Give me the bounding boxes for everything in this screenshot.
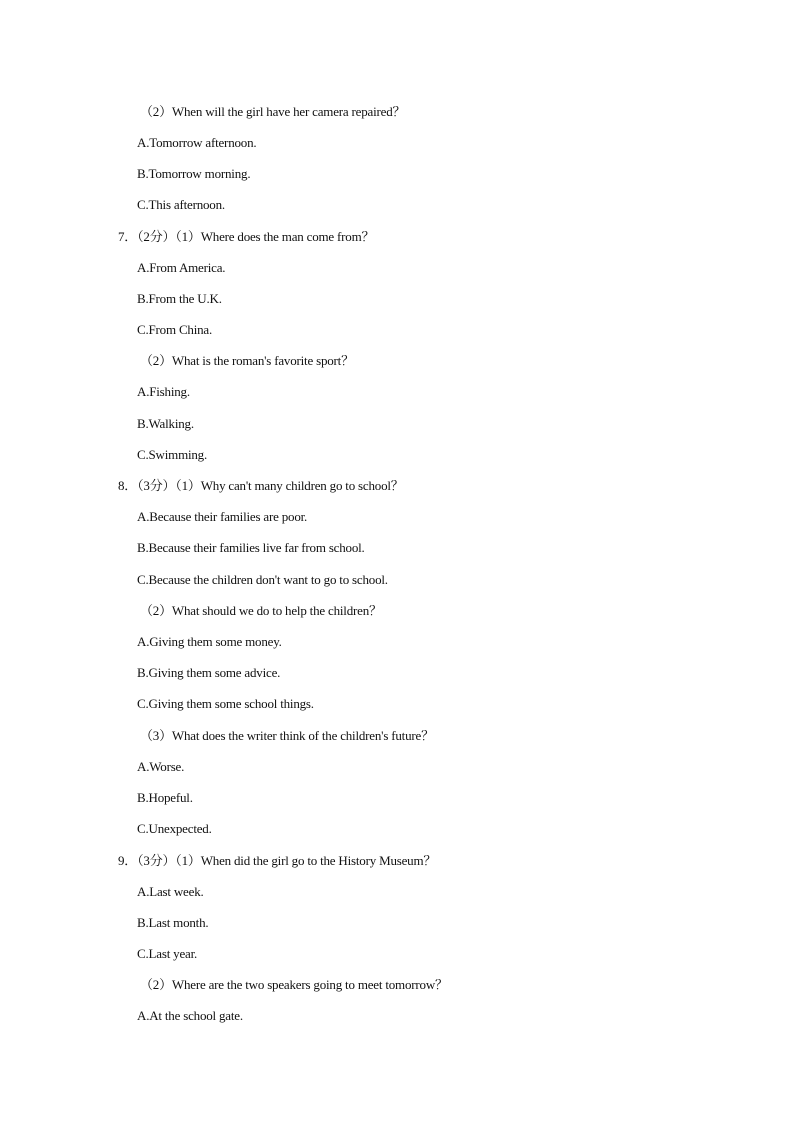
q8-sub3-question: （3）What does the writer think of the children's future？ — [140, 728, 434, 743]
q7-sub2-question: （2）What is the roman's favorite sport？ — [140, 353, 354, 368]
q9-sub1-question: 9．（3分）（1）When did the girl go to the History Museum？ — [118, 853, 437, 868]
q7-sub1-option-b: B.From the U.K. — [137, 291, 222, 306]
q9-sub2-option-a: A.At the school gate. — [137, 1008, 243, 1023]
q8-sub3-option-a: A.Worse. — [137, 759, 185, 774]
q7-sub2-option-a: A.Fishing. — [137, 384, 190, 399]
q7-sub1-question: 7．（2分）（1）Where does the man come from？ — [118, 229, 375, 244]
q8-sub1-option-c: C.Because the children don't want to go to school. — [137, 572, 388, 587]
q6-sub2-option-b: B.Tomorrow morning. — [137, 166, 251, 181]
q6-sub2-option-c: C.This afternoon. — [137, 197, 225, 212]
q9-sub1-option-a: A.Last week. — [137, 884, 204, 899]
q8-sub2-option-a: A.Giving them some money. — [137, 634, 282, 649]
q8-sub2-option-b: B.Giving them some advice. — [137, 665, 281, 680]
q7-sub1-option-c: C.From China. — [137, 322, 213, 337]
q8-sub1-option-a: A.Because their families are poor. — [137, 509, 308, 524]
q7-sub1-option-a: A.From America. — [137, 260, 226, 275]
q9-sub2-question: （2）Where are the two speakers going to meet tomorrow？ — [140, 977, 448, 992]
q7-sub2-option-b: B.Walking. — [137, 416, 194, 431]
q6-sub2-option-a: A.Tomorrow afternoon. — [137, 135, 257, 150]
q8-sub2-option-c: C.Giving them some school things. — [137, 696, 314, 711]
q9-sub1-option-b: B.Last month. — [137, 915, 209, 930]
q9-sub1-option-c: C.Last year. — [137, 946, 198, 961]
q8-sub1-option-b: B.Because their families live far from school. — [137, 540, 365, 555]
q8-sub2-question: （2）What should we do to help the children？ — [140, 603, 382, 618]
q6-sub2-question: （2）When will the girl have her camera repaired？ — [140, 104, 406, 119]
q8-sub3-option-c: C.Unexpected. — [137, 821, 212, 836]
q8-sub3-option-b: B.Hopeful. — [137, 790, 193, 805]
q8-sub1-question: 8．（3分）（1）Why can't many children go to school？ — [118, 478, 404, 493]
q7-sub2-option-c: C.Swimming. — [137, 447, 208, 462]
